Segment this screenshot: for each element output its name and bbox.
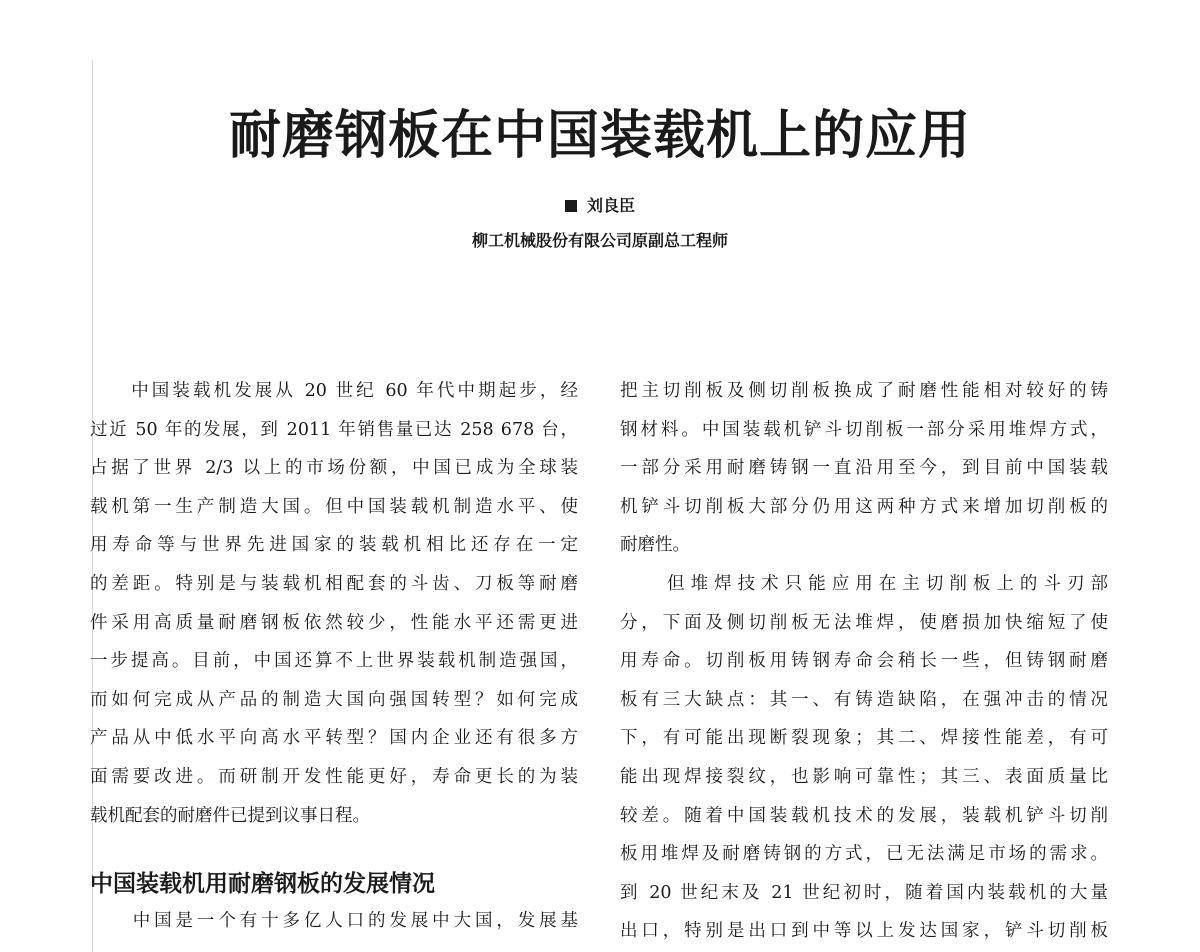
paragraph-line: 到 20 世纪末及 21 世纪初时，随着国内装载机的大量 — [620, 882, 1108, 903]
paragraph-line: 但堆焊技术只能应用在主切削板上的斗刃部 — [620, 573, 1108, 594]
paragraph-line: 件采用高质量耐磨钢板依然较少，性能水平还需更进 — [90, 612, 578, 633]
paragraph-line: 把主切削板及侧切削板换成了耐磨性能相对较好的铸 — [620, 381, 1108, 401]
paragraph-line: 机铲斗切削板大部分仍用这两种方式来增加切削板的 — [620, 496, 1108, 517]
paragraph-line: 分，下面及侧切削板无法堆焊，使磨损加快缩短了使 — [620, 612, 1108, 633]
paragraph-line: 钢材料。中国装载机铲斗切削板一部分采用堆焊方式， — [620, 419, 1108, 440]
paragraph-line: 耐磨性。 — [620, 535, 690, 556]
paragraph-line: 中国是一个有十多亿人口的发展中大国，发展基 — [90, 911, 578, 931]
paragraph-line: 下，有可能出现断裂现象；其二、焊接性能差，有可 — [620, 728, 1108, 749]
author-name: 刘良臣 — [586, 196, 635, 215]
paragraph-line: 出口，特别是出口到中等以上发达国家，铲斗切削板 — [620, 921, 1108, 942]
paragraph-line: 用寿命。切削板用铸钢寿命会稍长一些，但铸钢耐磨 — [620, 651, 1108, 672]
paragraph-line: 载机配套的耐磨件已提到议事日程。 — [90, 805, 370, 826]
paragraph-line: 而如何完成从产品的制造大国向强国转型？如何完成 — [90, 689, 578, 710]
article-title: 耐磨钢板在中国装载机上的应用 — [228, 105, 971, 166]
paragraph-line: 占据了世界 2/3 以上的市场份额，中国已成为全球装 — [90, 458, 578, 479]
paragraph-line: 板有三大缺点：其一、有铸造缺陷，在强冲击的情况 — [620, 689, 1108, 710]
paragraph-line: 较差。随着中国装载机技术的发展，装载机铲斗切削 — [620, 805, 1108, 826]
square-bullet-icon — [565, 200, 577, 212]
paragraph-line: 板用堆焊及耐磨铸钢的方式，已无法满足市场的需求。 — [620, 844, 1108, 865]
paragraph-line: 一部分采用耐磨铸钢一直沿用至今，到目前中国装载 — [620, 458, 1108, 479]
right-column — [620, 372, 1108, 951]
paragraph-line: 的差距。特别是与装载机相配套的斗齿、刀板等耐磨 — [90, 573, 578, 594]
section-heading: 中国装载机用耐磨钢板的发展情况 — [90, 870, 435, 897]
paragraph-line: 面需要改进。而研制开发性能更好，寿命更长的为装 — [90, 766, 578, 787]
left-column — [90, 372, 578, 835]
author-affiliation: 柳工机械股份有限公司原副总工程师 — [471, 231, 728, 250]
paragraph-line: 产品从中低水平向高水平转型？国内企业还有很多方 — [90, 728, 578, 749]
paragraph-line: 过近 50 年的发展，到 2011 年销售量已达 258 678 台， — [90, 419, 578, 440]
section-body — [90, 902, 578, 941]
paragraph-line: 一步提高。目前，中国还算不上世界装载机制造强国， — [90, 651, 578, 672]
paragraph-line: 用寿命等与世界先进国家的装载机相比还存在一定 — [90, 535, 578, 556]
paragraph-line: 载机第一生产制造大国。但中国装载机制造水平、使 — [90, 496, 578, 517]
paragraph-line: 中国装载机发展从 20 世纪 60 年代中期起步，经 — [90, 381, 578, 401]
paragraph-line: 能出现焊接裂纹，也影响可靠性；其三、表面质量比 — [620, 766, 1108, 787]
author-line — [0, 194, 1200, 218]
